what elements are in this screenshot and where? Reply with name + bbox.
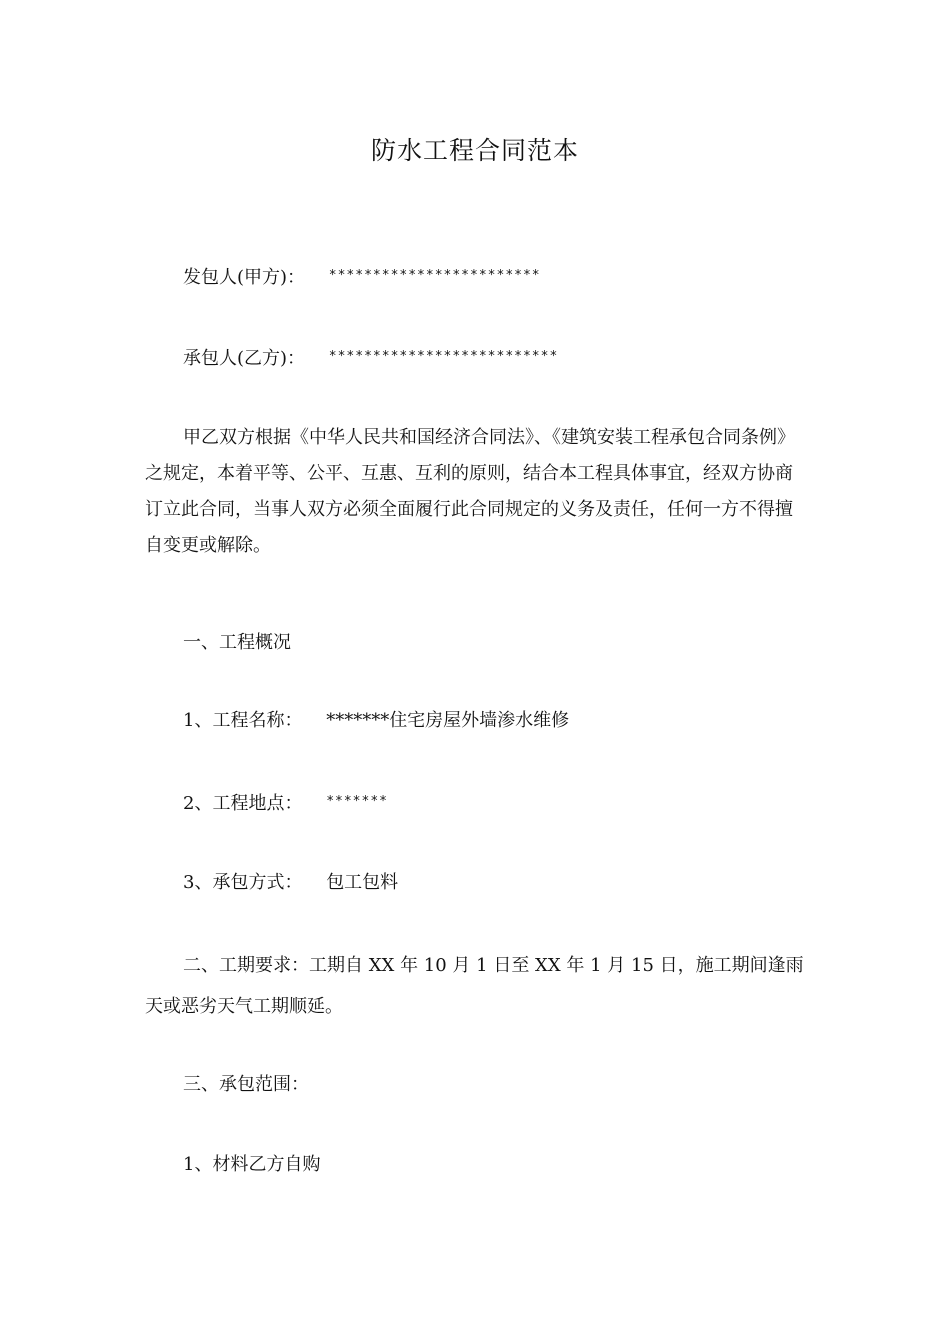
project-name-label: 1、工程名称： (183, 710, 303, 731)
party-b-line (183, 344, 558, 372)
project-location-line (183, 789, 388, 817)
intro-paragraph: 甲乙双方根据《中华人民共和国经济合同法》、《建筑安装工程承包合同条例》之规定，本着平等、公平、互惠、互利的原则，结合本工程具体事宜，经双方协商订立此合同，当事人双方必须全面履行此合同规定的义务及责任，任何一方不得擅自变更或解除。 (145, 427, 795, 556)
contract-mode-line (183, 870, 398, 896)
party-a-value: ************************ (328, 268, 541, 283)
project-name-line (183, 708, 569, 734)
party-b-label: 承包人(乙方)： (183, 348, 306, 369)
contract-mode-value: 包工包料 (326, 872, 399, 893)
party-b-value: ************************** (328, 349, 559, 364)
project-location-value: ******* (326, 794, 388, 809)
project-location-label: 2、工程地点： (183, 793, 303, 814)
contract-mode-label: 3、承包方式： (183, 872, 303, 893)
section2-paragraph: 二、工期要求：工期自 XX 年 10 月 1 日至 XX 年 1 月 15 日，施工期间逢雨天或恶劣天气工期顺延。 (145, 955, 804, 1017)
section3-item1: 1、材料乙方自购 (183, 1154, 321, 1175)
party-a-label: 发包人(甲方)： (183, 267, 306, 288)
document-title: 防水工程合同范本 (370, 136, 579, 165)
party-a-line (183, 263, 541, 291)
section1-heading: 一、工程概况 (183, 632, 291, 653)
project-name-value: *******住宅房屋外墙渗水维修 (326, 710, 570, 731)
section3-heading: 三、承包范围： (183, 1074, 309, 1095)
